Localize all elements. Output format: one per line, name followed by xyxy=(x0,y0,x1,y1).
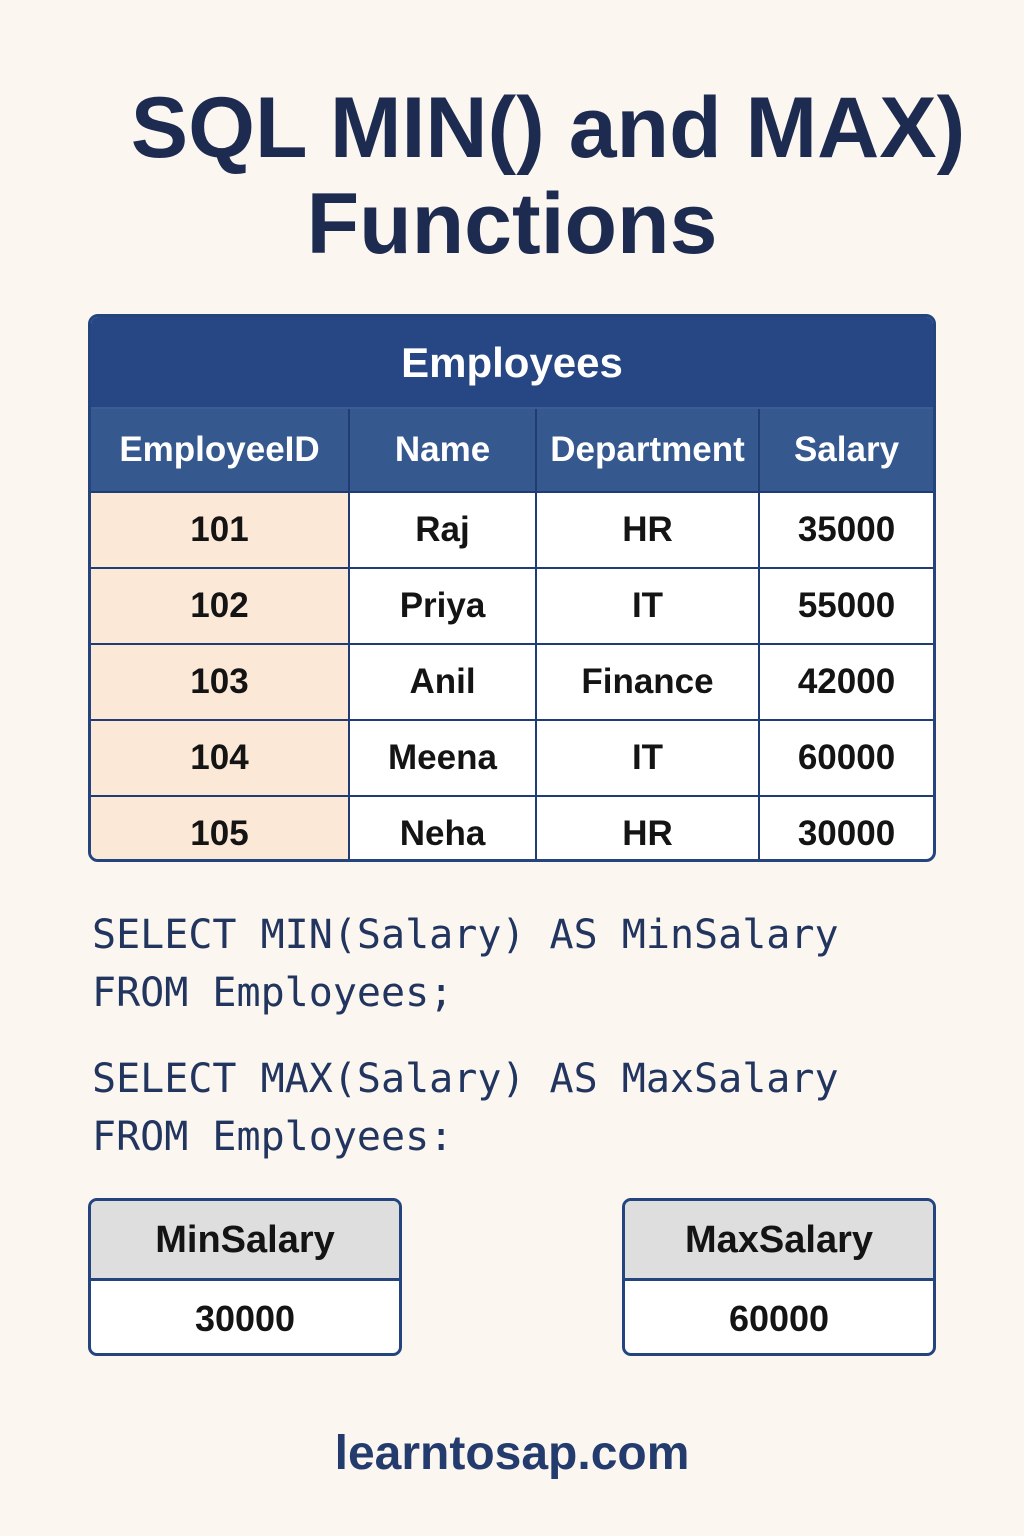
table-row xyxy=(91,720,933,796)
table-row xyxy=(91,568,933,644)
cell-name: Anil xyxy=(349,644,536,720)
cell-department: IT xyxy=(536,720,759,796)
footer-site-url: learntosap.com xyxy=(334,1427,690,1480)
max-salary-result xyxy=(622,1198,936,1356)
cell-employeeid: 104 xyxy=(91,720,349,796)
header-row xyxy=(91,409,933,492)
cell-department: HR xyxy=(536,492,759,568)
min-query-line-2: FROM Employees; xyxy=(92,970,454,1016)
cell-salary: 30000 xyxy=(759,796,933,862)
cell-salary: 60000 xyxy=(759,720,933,796)
cell-name: Neha xyxy=(349,796,536,862)
max-salary-value: 60000 xyxy=(728,1298,830,1339)
cell-employeeid: 101 xyxy=(91,492,349,568)
column-header-salary: Salary xyxy=(759,409,933,492)
cell-name: Meena xyxy=(349,720,536,796)
employees-table xyxy=(88,314,936,862)
title-line-2: Functions xyxy=(306,176,718,272)
cell-name: Raj xyxy=(349,492,536,568)
title-line-1: SQL MIN() and MAX) xyxy=(130,80,966,176)
cell-department: HR xyxy=(536,796,759,862)
cell-salary: 42000 xyxy=(759,644,933,720)
max-query-code xyxy=(92,1050,839,1166)
min-query-code xyxy=(92,906,839,1022)
max-query-line-1: SELECT MAX(Salary) AS MaxSalary xyxy=(92,1056,839,1102)
table-row xyxy=(91,492,933,568)
column-header-department: Department xyxy=(536,409,759,492)
cell-department: IT xyxy=(536,568,759,644)
table-row xyxy=(91,796,933,862)
cell-employeeid: 103 xyxy=(91,644,349,720)
table-caption: Employees xyxy=(91,317,933,409)
cell-salary: 55000 xyxy=(759,568,933,644)
employees-grid xyxy=(91,409,933,862)
min-salary-value: 30000 xyxy=(194,1298,296,1339)
cell-employeeid: 105 xyxy=(91,796,349,862)
column-header-name: Name xyxy=(349,409,536,492)
table-row xyxy=(91,644,933,720)
max-salary-header: MaxSalary xyxy=(625,1201,933,1281)
min-query-line-1: SELECT MIN(Salary) AS MinSalary xyxy=(92,912,839,958)
cell-salary: 35000 xyxy=(759,492,933,568)
cell-name: Priya xyxy=(349,568,536,644)
max-query-line-2: FROM Employees: xyxy=(92,1114,454,1160)
column-header-employeeid: EmployeeID xyxy=(91,409,349,492)
cell-employeeid: 102 xyxy=(91,568,349,644)
min-salary-result xyxy=(88,1198,402,1356)
page-title xyxy=(0,80,1024,272)
min-salary-header: MinSalary xyxy=(91,1201,399,1281)
cell-department: Finance xyxy=(536,644,759,720)
